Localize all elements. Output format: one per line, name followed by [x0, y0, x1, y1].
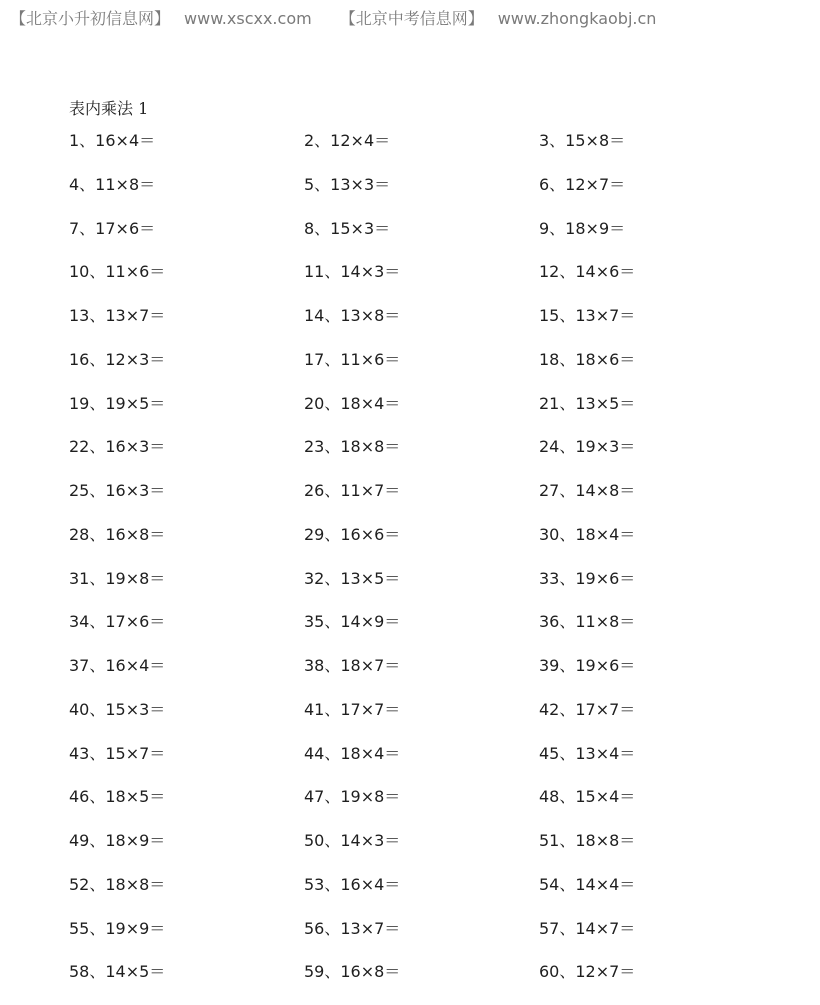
problem-item: 51、18×8＝ [539, 831, 636, 850]
problem-item: 45、13×4＝ [539, 743, 636, 763]
problem-item: 58、14×5＝ [69, 962, 166, 982]
problem-item: 22、16×3＝ [69, 437, 166, 457]
header-source-1: 【北京小升初信息网】 [10, 9, 171, 28]
problem-item: 5、13×3＝ [304, 174, 391, 194]
problem-item: 55、19×9＝ [69, 918, 166, 938]
problem-item: 21、13×5＝ [539, 393, 636, 413]
problem-item: 4、11×8＝ [69, 174, 156, 194]
problem-item: 49、18×9＝ [69, 831, 166, 850]
problem-item: 54、14×4＝ [539, 874, 636, 894]
problem-item: 36、11×8＝ [539, 612, 636, 632]
problem-item: 59、16×8＝ [304, 962, 401, 982]
problem-item: 52、18×8＝ [69, 874, 166, 894]
problem-grid [69, 128, 739, 1003]
problem-item: 6、12×7＝ [539, 174, 626, 194]
problem-item: 44、18×4＝ [304, 743, 401, 763]
problem-item: 8、15×3＝ [304, 218, 391, 238]
problem-item: 29、16×6＝ [304, 524, 401, 544]
problem-item: 17、11×6＝ [304, 349, 401, 369]
problem-item: 56、13×7＝ [304, 918, 401, 938]
problem-item: 32、13×5＝ [304, 568, 401, 588]
problem-item: 40、15×3＝ [69, 699, 166, 719]
problem-item: 19、19×5＝ [69, 393, 166, 413]
problem-item: 30、18×4＝ [539, 524, 636, 544]
problem-item: 7、17×6＝ [69, 218, 156, 238]
problem-item: 26、11×7＝ [304, 481, 401, 500]
header-source-2: 【北京中考信息网】 [339, 9, 484, 28]
problem-item: 48、15×4＝ [539, 787, 636, 807]
problem-item: 57、14×7＝ [539, 918, 636, 938]
problem-item: 50、14×3＝ [304, 831, 401, 850]
problem-item: 24、19×3＝ [539, 437, 636, 457]
problem-item: 1、16×4＝ [69, 131, 156, 150]
problem-item: 53、16×4＝ [304, 874, 401, 894]
problem-item: 43、15×7＝ [69, 743, 166, 763]
problem-item: 18、18×6＝ [539, 349, 636, 369]
problem-item: 25、16×3＝ [69, 481, 166, 500]
header-link-1[interactable]: www.xscxx.com [184, 9, 312, 28]
problem-item: 13、13×7＝ [69, 306, 166, 325]
problem-item: 16、12×3＝ [69, 349, 166, 369]
problem-item: 47、19×8＝ [304, 787, 401, 807]
worksheet-title: 表内乘法 1 [69, 99, 149, 118]
header-link-2[interactable]: www.zhongkaobj.cn [497, 9, 657, 28]
problem-item: 27、14×8＝ [539, 481, 636, 500]
problem-item: 39、19×6＝ [539, 656, 636, 675]
problem-item: 60、12×7＝ [539, 962, 636, 982]
problem-item: 3、15×8＝ [539, 131, 626, 150]
problem-item: 37、16×4＝ [69, 656, 166, 675]
problem-item: 10、11×6＝ [69, 262, 166, 282]
problem-item: 33、19×6＝ [539, 568, 636, 588]
problem-item: 28、16×8＝ [69, 524, 166, 544]
problem-item: 38、18×7＝ [304, 656, 401, 675]
problem-item: 34、17×6＝ [69, 612, 166, 632]
problem-item: 9、18×9＝ [539, 218, 626, 238]
problem-item: 35、14×9＝ [304, 612, 401, 632]
problem-item: 23、18×8＝ [304, 437, 401, 457]
problem-item: 46、18×5＝ [69, 787, 166, 807]
page-header [10, 6, 656, 29]
problem-item: 20、18×4＝ [304, 393, 401, 413]
problem-item: 15、13×7＝ [539, 306, 636, 325]
problem-item: 2、12×4＝ [304, 131, 391, 150]
problem-item: 14、13×8＝ [304, 306, 401, 325]
problem-item: 12、14×6＝ [539, 262, 636, 282]
problem-item: 41、17×7＝ [304, 699, 401, 719]
problem-item: 11、14×3＝ [304, 262, 401, 282]
problem-item: 42、17×7＝ [539, 699, 636, 719]
problem-item: 31、19×8＝ [69, 568, 166, 588]
